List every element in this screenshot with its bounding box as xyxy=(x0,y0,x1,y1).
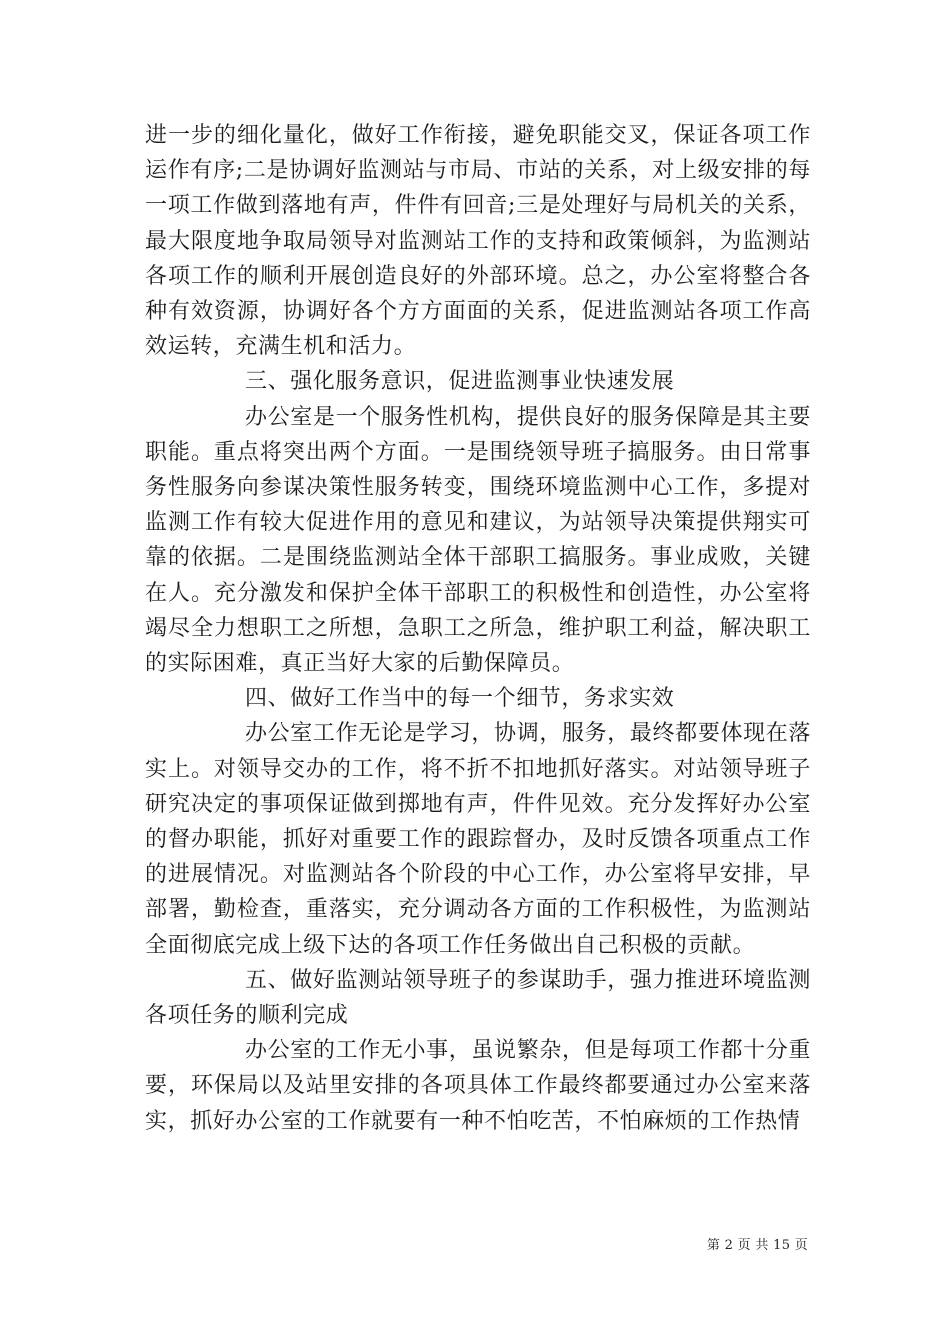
paragraph-service: 办公室是一个服务性机构，提供良好的服务保障是其主要职能。重点将突出两个方面。一是围绕领导班子搞服务。由日常事务性服务向参谋决策性服务转变，围绕环境监测中心工作，多提对监测工作有较大促进作用的意见和建议，为站领导决策提供翔实可靠的依据。二是围绕监测站全体干部职工搞服务。事业成败，关键在人。充分激发和保护全体干部职工的积极性和创造性，办公室将竭尽全力想职工之所想，急职工之所急，维护职工利益，解决职工的实际困难，真正当好大家的后勤保障员。 xyxy=(145,404,811,677)
paragraph-office-work: 办公室的工作无小事，虽说繁杂，但是每项工作都十分重要，环保局以及站里安排的各项具体工作最终都要通过办公室来落实，抓好办公室的工作就要有一种不怕吃苦，不怕麻烦的工作热情 xyxy=(145,1038,811,1134)
section-heading-3: 三、强化服务意识，促进监测事业快速发展 xyxy=(245,369,675,395)
section-heading-4: 四、做好工作当中的每一个细节，务求实效 xyxy=(245,686,675,712)
paragraph-details: 办公室工作无论是学习，协调，服务，最终都要体现在落实上。对领导交办的工作，将不折不扣地抓好落实。对站领导班子研究决定的事项保证做到掷地有声，件件见效。充分发挥好办公室的督办职能，抓好对重要工作的跟踪督办，及时反馈各项重点工作的进展情况。对监测站各个阶段的中心工作，办公室将早安排，早部署，勤检查，重落实，充分调动各方面的工作积极性，为监测站全面彻底完成上级下达的各项工作任务做出自己积极的贡献。 xyxy=(145,721,811,958)
document-body xyxy=(145,118,811,1139)
page-number-footer: 第 2 页 共 15 页 xyxy=(706,1238,808,1253)
paragraph-continuation: 进一步的细化量化，做好工作衔接，避免职能交叉，保证各项工作运作有序;二是协调好监测站与市局、市站的关系，对上级安排的每一项工作做到落地有声，件件有回音;三是处理好与局机关的关系，最大限度地争取局领导对监测站工作的支持和政策倾斜，为监测站各项工作的顺利开展创造良好的外部环境。总之，办公室将整合各种有效资源，协调好各个方方面面的关系，促进监测站各项工作高效运转，充满生机和活力。 xyxy=(145,123,811,360)
section-heading-5: 五、做好监测站领导班子的参谋助手，强力推进环境监测各项任务的顺利完成 xyxy=(145,967,811,1029)
